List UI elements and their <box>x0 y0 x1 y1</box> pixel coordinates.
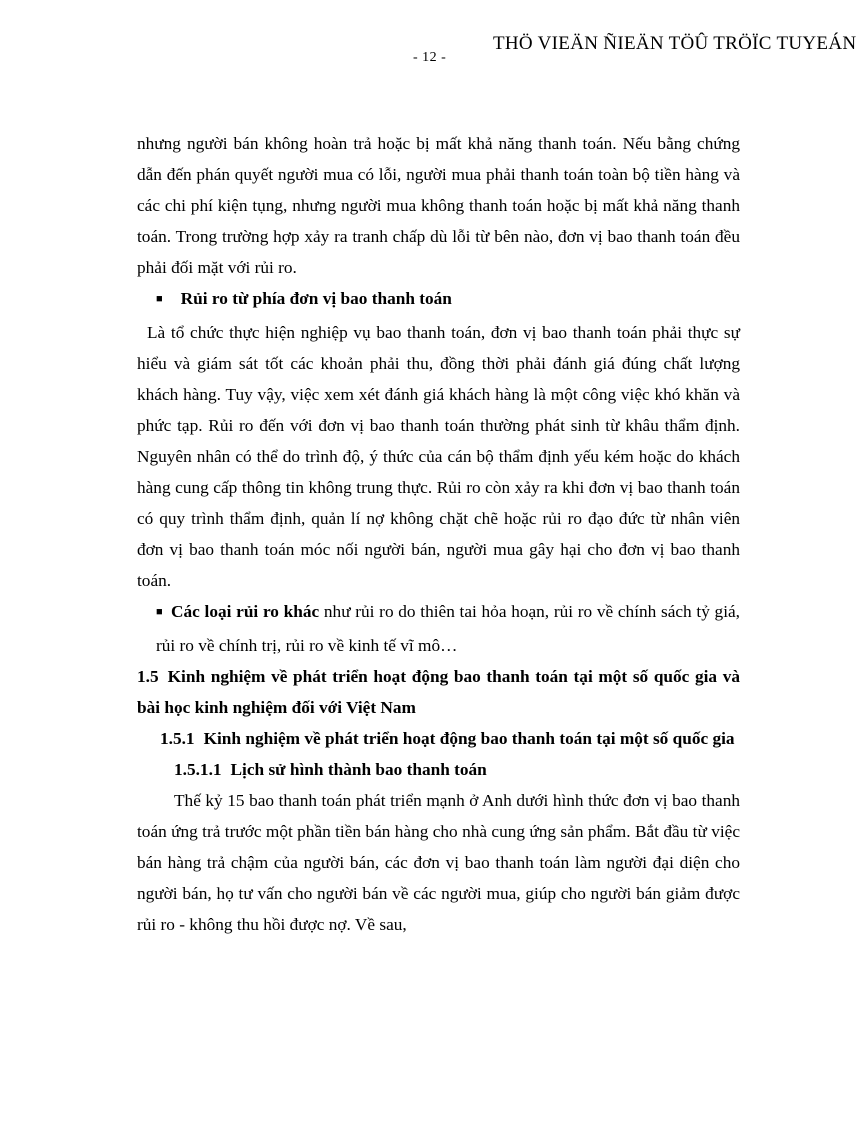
body-text <box>137 128 740 940</box>
running-header-title: THÖ VIEÄN ÑIEÄN TÖÛ TRÖÏC TUYEÁN <box>493 33 856 54</box>
square-bullet-icon: ■ <box>156 293 163 305</box>
heading-1-5-text: Kinh nghiệm về phát triển hoạt động bao thanh toán tại một số quốc gia và bài học kinh nghiệm đối với Việt Nam <box>137 667 740 717</box>
bullet-factor-risk-title: Rủi ro từ phía đơn vị bao thanh toán <box>180 289 452 308</box>
heading-1-5-1-text: Kinh nghiệm về phát triển hoạt động bao thanh toán tại một số quốc gia <box>203 729 735 748</box>
heading-1-5-1 <box>137 723 740 754</box>
heading-1-5-1-1 <box>137 754 740 785</box>
heading-1-5-1-number: 1.5.1 <box>160 729 195 748</box>
square-bullet-icon: ■ <box>156 606 164 618</box>
bullet-other-risks-title: Các loại rủi ro khác <box>171 602 320 621</box>
heading-1-5-1-1-number: 1.5.1.1 <box>174 760 222 779</box>
bullet-other-risks <box>137 596 740 661</box>
heading-1-5 <box>137 661 740 723</box>
paragraph-risk-dispute: nhưng người bán không hoàn trả hoặc bị mất khả năng thanh toán. Nếu bằng chứng dẫn đến phán quyết người mua có lỗi, người mua phải thanh toán toàn bộ tiền hàng và các chi phí kiện tụng, nhưng người mua không thanh toán hoặc bị mất khả năng thanh toán. Trong trường hợp xảy ra tranh chấp dù lỗi từ bên nào, đơn vị bao thanh toán đều phải đối mặt với rủi ro. <box>137 134 740 277</box>
paragraph-history: Thế kỷ 15 bao thanh toán phát triển mạnh ở Anh dưới hình thức đơn vị bao thanh toán ứng trả trước một phần tiền bán hàng cho nhà cung ứng sản phẩm. Bắt đầu từ việc bán hàng trả chậm của người bán, các đơn vị bao thanh toán làm người đại diện cho người bán, họ tư vấn cho người bán về các người mua, giúp cho người bán giảm được rủi ro - không thu hồi được nợ. Về sau, <box>137 791 740 934</box>
page-number: - 12 - <box>413 50 447 65</box>
paragraph-factor-risk: Là tổ chức thực hiện nghiệp vụ bao thanh toán, đơn vị bao thanh toán phải thực sự hiểu và giám sát tốt các khoản phải thu, đồng thời phải đánh giá đúng chất lượng khách hàng. Tuy vậy, việc xem xét đánh giá khách hàng là một công việc khó khăn và phức tạp. Rủi ro đến với đơn vị bao thanh toán thường phát sinh từ khâu thẩm định. Nguyên nhân có thể do trình độ, ý thức của cán bộ thẩm định yếu kém hoặc do khách hàng cung cấp thông tin không trung thực. Rủi ro còn xảy ra khi đơn vị bao thanh toán có quy trình thẩm định, quản lí nợ không chặt chẽ hoặc rủi ro đạo đức từ nhân viên đơn vị bao thanh toán móc nối người bán, người mua gây hại cho đơn vị bao thanh toán. <box>137 323 740 590</box>
heading-1-5-number: 1.5 <box>137 667 159 686</box>
bullet-factor-risk <box>137 283 740 317</box>
heading-1-5-1-1-text: Lịch sử hình thành bao thanh toán <box>230 760 487 779</box>
bullet-other-risks-text: như rủi ro do thiên tai hỏa hoạn, rủi ro về chính sách tỷ giá, rủi ro về chính trị, rủi ro về kinh tế vĩ mô… <box>156 602 740 655</box>
